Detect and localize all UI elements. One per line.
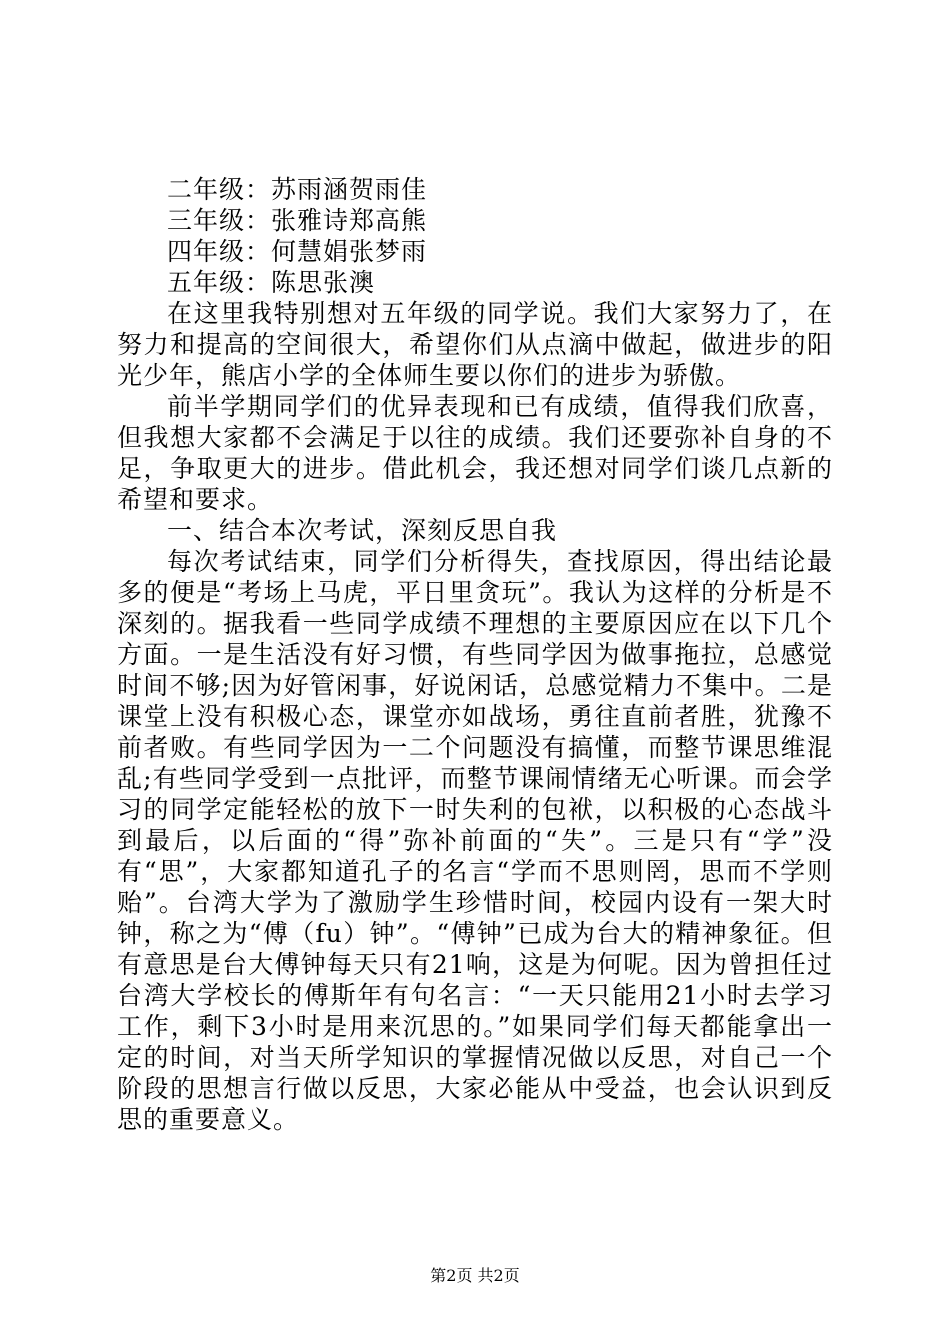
paragraph-reflection-body: 每次考试结束，同学们分析得失，查找原因，得出结论最多的便是“考场上马虎，平日里贪玩”。我认为这样的分析是不深刻的。据我看一些同学成绩不理想的主要原因应在以下几个方面。一是生活没有好习惯，有些同学因为做事拖拉，总感觉时间不够;因为好管闲事，好说闲话，总感觉精力不集中。二是课堂上没有积极心态，课堂亦如战场，勇往直前者胜，犹豫不前者败。有些同学因为一二个问题没有搞懂，而整节课思维混乱;有些同学受到一点批评，而整节课闹情绪无心听课。而会学习的同学定能轻松的放下一时失利的包袱，以积极的心态战斗到最后，以后面的“得”弥补前面的“失”。三是只有“学”没有“思”，大家都知道孔子的名言“学而不思则罔，思而不学则贻”。台湾大学为了激励学生珍惜时间，校园内设有一架大时钟，称之为“傅（fu）钟”。“傅钟”已成为台大的精神象征。但有意思是台大傅钟每天只有21响，这是为何呢。因为曾担任过台湾大学校长的傅斯年有句名言：“一天只能用21小时去学习工作，剩下3小时是用来沉思的。”如果同学们每天都能拿出一定的时间，对当天所学知识的掌握情况做以反思，对自己一个阶段的思想言行做以反思，大家必能从中受益，也会认识到反思的重要意义。 [117, 547, 833, 1134]
grade-five-line: 五年级：陈思张澳 [167, 268, 376, 297]
paragraph-grade-five-message: 在这里我特别想对五年级的同学说。我们大家努力了，在努力和提高的空间很大，希望你们从点滴中做起，做进步的阳光少年，熊店小学的全体师生要以你们的进步为骄傲。 [117, 299, 833, 390]
section-heading-reflection: 一、结合本次考试，深刻反思自我 [167, 516, 558, 545]
grade-three-line: 三年级：张雅诗郑高熊 [167, 206, 428, 235]
paragraph-hopes-and-requirements: 前半学期同学们的优异表现和已有成绩，值得我们欣喜，但我想大家都不会满足于以往的成绩。我们还要弥补自身的不足，争取更大的进步。借此机会，我还想对同学们谈几点新的希望和要求。 [117, 392, 833, 514]
grade-four-line: 四年级：何慧娟张梦雨 [167, 237, 428, 266]
page-number-footer: 第2页 共2页 [430, 1266, 520, 1285]
document-body [117, 174, 833, 1135]
grade-two-line: 二年级：苏雨涵贺雨佳 [167, 175, 428, 204]
